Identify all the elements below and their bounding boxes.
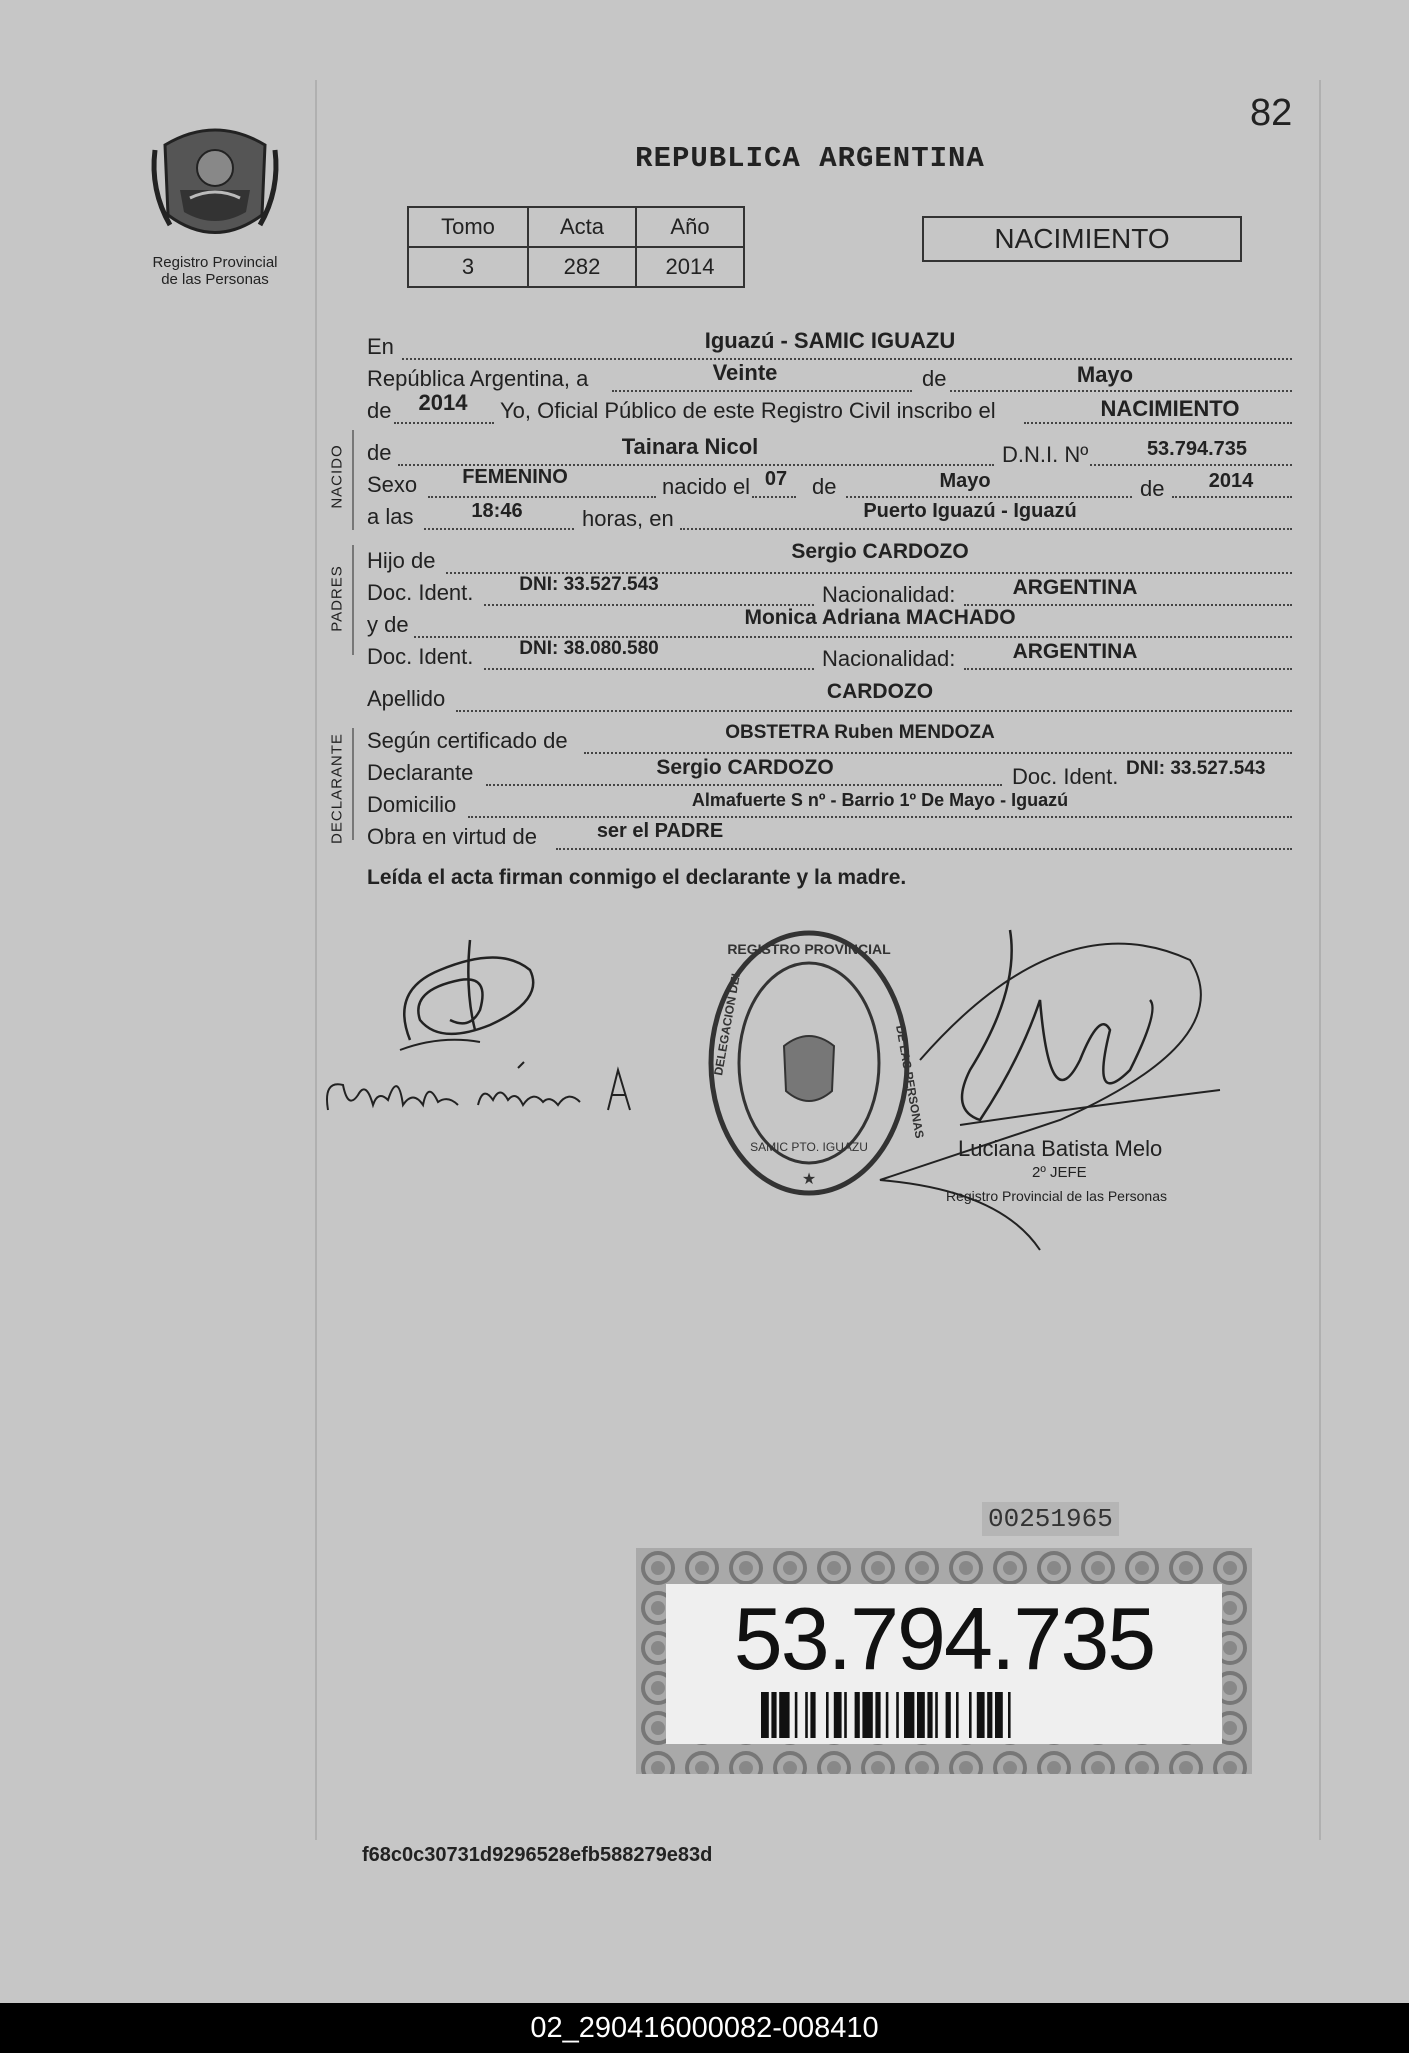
birth-place: Puerto Iguazú - Iguazú (863, 500, 1077, 522)
dotted-line (394, 420, 494, 424)
label-de: de (367, 398, 392, 423)
label-nacionalidad: Nacionalidad: (822, 582, 956, 607)
barcode-bar (917, 1692, 925, 1738)
act-word: NACIMIENTO (1100, 396, 1240, 421)
label-doc-ident: Doc. Ident. (367, 644, 474, 669)
declarant-dni: DNI: 33.527.543 (1126, 758, 1266, 779)
ano-header: Año (636, 207, 744, 247)
certificate-issuer: OBSTETRA Ruben MENDOZA (725, 722, 995, 743)
dotted-line (484, 666, 814, 670)
birth-time: 18:46 (471, 500, 523, 522)
child-name: Tainara Nicol (621, 434, 759, 459)
label-sexo: Sexo (367, 472, 418, 497)
dotted-line (964, 666, 1292, 670)
dotted-line (752, 494, 796, 498)
dotted-line (456, 708, 1292, 712)
birth-day: 07 (764, 468, 788, 490)
barcode-bar (946, 1692, 951, 1738)
footer-id: 02_290416000082-008410 (530, 2011, 879, 2044)
label-a-las: a las (367, 504, 414, 529)
barcode-bar (987, 1692, 992, 1738)
label-horas-en: horas, en (582, 506, 674, 531)
misiones-coat-of-arms-icon (150, 120, 280, 250)
signer-role: 2º JEFE (1032, 1164, 1087, 1181)
logo-caption: Registro Provincial de las Personas (152, 254, 278, 288)
declarant-signature (380, 930, 550, 1070)
label-de: de (367, 440, 392, 465)
dotted-line (1090, 462, 1292, 466)
dotted-line (612, 388, 912, 392)
label-y-de: y de (367, 612, 409, 637)
sticker-serial: 00251965 (982, 1502, 1119, 1536)
father-dni: DNI: 33.527.543 (519, 574, 659, 595)
label-de: de (812, 474, 837, 499)
label-declarante: Declarante (367, 760, 474, 785)
label-doc-ident: Doc. Ident. (367, 580, 474, 605)
label-obra-en-virtud: Obra en virtud de (367, 824, 537, 849)
record-table (407, 206, 745, 288)
record-table-value-row (408, 247, 744, 287)
signer-organization: Registro Provincial de las Personas (946, 1188, 1167, 1204)
label-nacionalidad: Nacionalidad: (822, 646, 956, 671)
barcode-bar (805, 1692, 808, 1738)
tomo-header: Tomo (408, 207, 528, 247)
page-number: 82 (1250, 92, 1293, 134)
registration-year: 2014 (418, 390, 468, 415)
barcode-bar (896, 1692, 899, 1738)
barcode-bar (795, 1692, 798, 1738)
dotted-line (486, 782, 1002, 786)
svg-text:DE LAS PERSONAS: DE LAS PERSONAS (893, 1024, 927, 1140)
father-nationality: ARGENTINA (1012, 576, 1138, 599)
label-en: En (367, 334, 394, 359)
tomo-value: 3 (408, 247, 528, 287)
birth-year: 2014 (1208, 470, 1254, 492)
barcode-bar (886, 1692, 889, 1738)
barcode-bar (855, 1692, 860, 1738)
barcode-bar (826, 1692, 829, 1738)
dotted-line (428, 494, 656, 498)
section-label-padres: PADRES (328, 565, 346, 632)
section-divider (352, 430, 354, 530)
barcode-bar (875, 1692, 880, 1738)
closing-statement: Leída el acta firman conmigo el declarante y la madre. (367, 866, 907, 889)
sticker-dni-number: 53.794.735 (733, 1589, 1155, 1688)
declarant-name: Sergio CARDOZO (656, 756, 834, 779)
mother-nationality: ARGENTINA (1012, 640, 1138, 663)
sticker-label (666, 1584, 1222, 1744)
mother-name: Monica Adriana MACHADO (744, 606, 1016, 629)
dni-sticker (636, 1548, 1252, 1774)
barcode-bar (995, 1692, 1003, 1738)
label-segun-certificado: Según certificado de (367, 728, 568, 753)
child-sex: FEMENINO (462, 466, 568, 488)
section-label-declarante: DECLARANTE (328, 733, 346, 844)
act-type-box: NACIMIENTO (922, 216, 1242, 262)
registration-month: Mayo (1076, 362, 1134, 387)
country-title: REPUBLICA ARGENTINA (635, 142, 985, 175)
label-republica: República Argentina, a (367, 366, 589, 391)
label-dni: D.N.I. Nº (1002, 442, 1089, 467)
child-dni: 53.794.735 (1146, 438, 1248, 460)
footer-id-bar (0, 2003, 1409, 2053)
svg-text:★: ★ (801, 1171, 817, 1188)
ano-value: 2014 (636, 247, 744, 287)
barcode-bar (1008, 1692, 1011, 1738)
barcode (761, 1692, 1127, 1738)
declarant-capacity: ser el PADRE (596, 820, 724, 842)
birth-month: Mayo (939, 470, 991, 492)
dotted-line (950, 388, 1292, 392)
label-domicilio: Domicilio (367, 792, 457, 817)
record-table-header-row (408, 207, 744, 247)
dotted-line (424, 526, 574, 530)
registration-place: Iguazú - SAMIC IGUAZU (704, 328, 956, 353)
svg-text:SAMIC PTO. IGUAZU: SAMIC PTO. IGUAZU (750, 1140, 868, 1154)
section-divider (352, 728, 354, 840)
officer-statement: Yo, Oficial Público de este Registro Civil inscribo el (500, 398, 996, 423)
label-doc-ident: Doc. Ident. (1012, 764, 1119, 789)
barcode-bar (927, 1692, 932, 1738)
barcode-bar (844, 1692, 847, 1738)
barcode-bar (771, 1692, 776, 1738)
barcode-bar (956, 1692, 959, 1738)
barcode-bar (779, 1692, 789, 1738)
label-apellido: Apellido (367, 686, 446, 711)
father-name: Sergio CARDOZO (791, 540, 969, 563)
svg-text:DELEGACION DEL: DELEGACION DEL (711, 968, 744, 1077)
mother-handwritten-signature (318, 1050, 648, 1130)
barcode-bar (904, 1692, 914, 1738)
dotted-line (556, 846, 1292, 850)
label-de: de (1140, 476, 1165, 501)
official-signature (860, 920, 1220, 1270)
label-nacido-el: nacido el (662, 474, 751, 499)
section-divider (352, 545, 354, 655)
mother-dni: DNI: 38.080.580 (519, 638, 659, 659)
dotted-line (1172, 494, 1292, 498)
dotted-line (846, 494, 1132, 498)
day-in-words: Veinte (712, 360, 778, 385)
barcode-bar (935, 1692, 938, 1738)
label-de: de (922, 366, 947, 391)
dotted-line (680, 526, 1292, 530)
svg-text:REGISTRO PROVINCIAL: REGISTRO PROVINCIAL (727, 941, 891, 957)
label-hijo-de: Hijo de (367, 548, 436, 573)
signer-name: Luciana Batista Melo (958, 1136, 1163, 1161)
dotted-line (584, 750, 1292, 754)
barcode-bar (862, 1692, 872, 1738)
barcode-bar (810, 1692, 815, 1738)
document-hash: f68c0c30731d9296528efb588279e83d (362, 1844, 713, 1866)
section-label-nacido: NACIDO (328, 444, 346, 509)
barcode-bar (969, 1692, 972, 1738)
barcode-bar (834, 1692, 842, 1738)
barcode-bar (761, 1692, 769, 1738)
declarant-domicile: Almafuerte S nº - Barrio 1º De Mayo - Iguazú (691, 790, 1069, 810)
acta-header: Acta (528, 207, 636, 247)
child-surname: CARDOZO (826, 680, 934, 703)
dotted-line (468, 814, 1292, 818)
acta-value: 282 (528, 247, 636, 287)
barcode-bar (977, 1692, 985, 1738)
